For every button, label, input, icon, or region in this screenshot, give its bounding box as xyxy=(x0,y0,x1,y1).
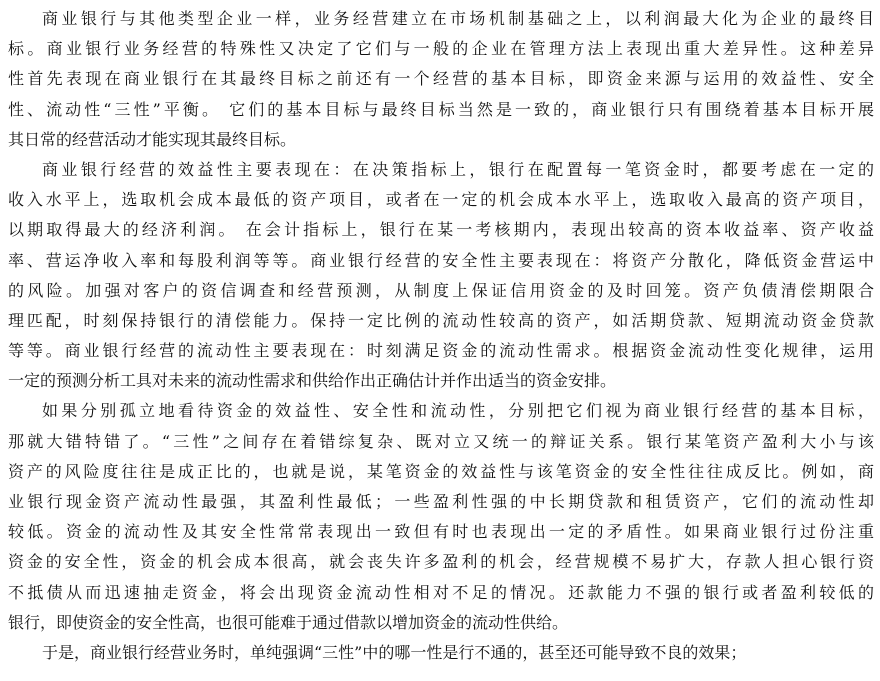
text-line: 银行，即使资金的安全性高，也很可能难于通过借款以增加资金的流动性供给。 xyxy=(8,612,569,632)
text-line: 不抵债从而迅速抽走资金，将会出现资金流动性相对不足的情况。还款能力不强的银行或者盈利较低的 xyxy=(8,582,874,602)
text-line: 资金的安全性，资金的机会成本很高，就会丧失许多盈利的机会，经营规模不易扩大，存款人担心银行资 xyxy=(8,552,874,572)
paragraph-2 xyxy=(8,155,874,397)
text-line: 性首先表现在商业银行在其最终目标之前还有一个经营的基本目标，即资金来源与运用的效益性、安全 xyxy=(8,69,874,89)
text-line: 资产的风险度往往是成正比的，也就是说，某笔资金的效益性与该笔资金的安全性往往成反比。例如，商 xyxy=(8,461,874,481)
text-line: 业银行现金资产流动性最强，其盈利性最低；一些盈利性强的中长期贷款和租赁资产，它们的流动性却 xyxy=(8,492,874,511)
paragraph-4 xyxy=(8,638,874,668)
text-line: 收入水平上，选取机会成本最低的资产项目，或者在一定的机会成本水平上，选取收入最高的资产项目， xyxy=(8,190,874,210)
text-line: 一定的预测分析工具对未来的流动性需求和供给作出正确估计并作出适当的资金安排。 xyxy=(8,371,617,391)
text-line: 等等。商业银行经营的流动性主要表现在：时刻满足资金的流动性需求。根据资金流动性变化规律，运用 xyxy=(8,341,874,361)
paragraph-1 xyxy=(8,4,874,155)
text-line: 理匹配，时刻保持银行的清偿能力。保持一定比例的流动性较高的资产，如活期贷款、短期流动资金贷款 xyxy=(8,310,874,330)
text-line: 商业银行经营的效益性主要表现在：在决策指标上，银行在配置每一笔资金时，都要考虑在一定的 xyxy=(42,159,874,179)
text-line: 标。商业银行业务经营的特殊性又决定了它们与一般的企业在管理方法上表现出重大差异性。这种差异 xyxy=(8,39,874,59)
text-line: 那就大错特错了。“三性”之间存在着错综复杂、既对立又统一的辩证关系。银行某笔资产盈利大小与该 xyxy=(8,431,874,451)
text-line: 如果分别孤立地看待资金的效益性、安全性和流动性，分别把它们视为商业银行经营的基本目标， xyxy=(42,401,874,421)
text-line: 于是，商业银行经营业务时，单纯强调“三性”中的哪一性是行不通的，甚至还可能导致不良的效果； xyxy=(42,642,747,662)
text-line: 率、营运净收入率和每股利润等等。商业银行经营的安全性主要表现在：将资产分散化，降低资金营运中 xyxy=(8,250,874,270)
text-line: 以期取得最大的经济利润。 在会计指标上，银行在某一考核期内，表现出较高的资本收益率、资产收益 xyxy=(8,220,874,240)
text-line: 较低。资金的流动性及其安全性常常表现出一致但有时也表现出一定的矛盾性。如果商业银行过份注重 xyxy=(8,522,874,542)
paragraph-3 xyxy=(8,396,874,638)
text-line: 性、流动性“三性”平衡。 它们的基本目标与最终目标当然是一致的，商业银行只有围绕着基本目标开展 xyxy=(8,99,874,119)
text-line: 其日常的经营活动才能实现其最终目标。 xyxy=(8,129,297,149)
text-line: 商业银行与其他类型企业一样，业务经营建立在市场机制基础之上，以利润最大化为企业的最终目 xyxy=(42,9,874,28)
text-line: 的风险。加强对客户的资信调查和经营预测，从制度上保证信用资金的及时回笼。资产负债清偿期限合 xyxy=(8,280,874,300)
